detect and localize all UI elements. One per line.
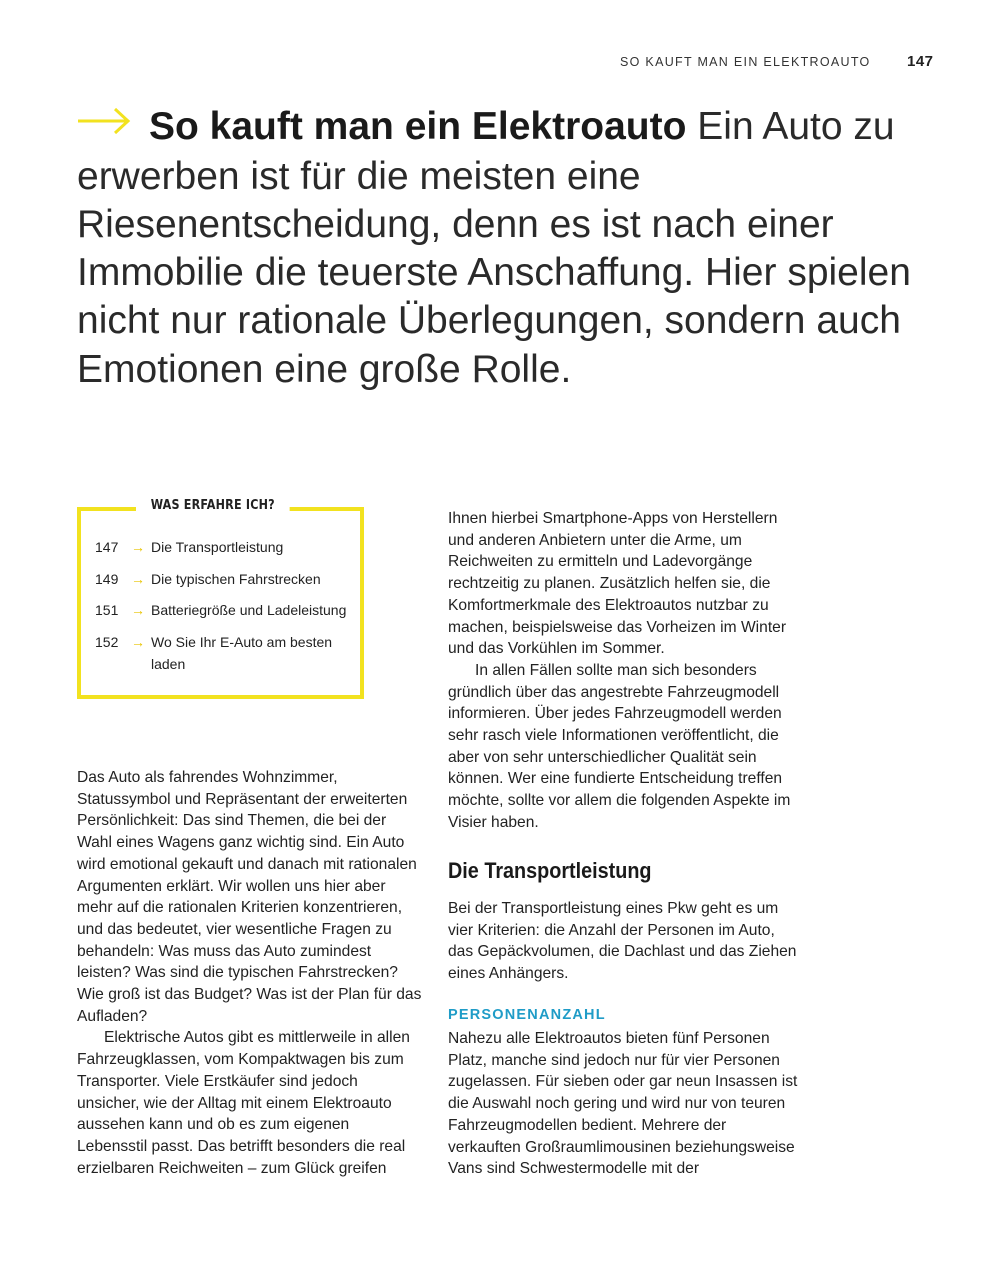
- toc-page: 147: [95, 539, 119, 555]
- lead-paragraph: [77, 103, 927, 394]
- lead-title: So kauft man ein Elektroauto: [149, 105, 687, 148]
- section-heading: Die Transportleistung: [448, 858, 652, 883]
- arrow-right-icon: →: [131, 539, 145, 555]
- toc-list: [95, 536, 350, 684]
- toc-label: Batteriegröße und Ladeleistung: [151, 602, 347, 618]
- body-paragraph: In allen Fällen sollte man sich besonders gründlich über das angestrebte Fahrzeugmodell informieren. Über jedes Fahrzeugmodell werden sehr rasch viele Informationen veröffentlicht, die aber von sehr unterschiedlicher Qualität sein können. Wer eine fundierte Entscheidung treffen möchte, sollte vor allem die folgenden Aspekte im Visier haben.: [448, 661, 791, 831]
- body-column-right-section: [448, 898, 798, 985]
- subheading: PERSONENANZAHL: [448, 1007, 606, 1023]
- body-paragraph: Ihnen hierbei Smartphone-Apps von Herstellern und anderen Anbietern unter die Arme, um Reichweiten zu ermitteln und Ladevorgänge rechtzeitig zu planen. Zusätzlich helfen sie, die Komfortmerkmale des Elektroautos nutzbar zu machen, beispielsweise das Vorheizen im Winter und das Vorkühlen im Sommer.: [448, 510, 787, 658]
- toc-page: 149: [95, 570, 119, 587]
- body-paragraph: Elektrische Autos gibt es mittlerweile in allen Fahrzeugklassen, vom Kompaktwagen bis zum Transporter. Viele Erstkäufer sind jedoch unsicher, wie der Alltag mit einem Elektroauto aussehen kann und ob es zum eigenen Lebensstil passt. Das betrifft besonders die real erzielbaren Reichweiten – zum Glück greifen: [77, 1029, 410, 1177]
- toc-item: [95, 599, 350, 621]
- page-number: 147: [907, 53, 934, 70]
- arrow-right-icon: →: [131, 633, 145, 650]
- info-box-title: WAS ERFAHRE ICH?: [136, 497, 290, 513]
- info-box: [77, 497, 364, 699]
- toc-label: Die Transportleistung: [151, 539, 284, 555]
- arrow-right-icon: [77, 100, 131, 148]
- toc-page: 152: [95, 633, 119, 650]
- toc-label: Die typischen Fahrstrecken: [151, 570, 321, 587]
- arrow-right-icon: →: [131, 602, 145, 618]
- toc-label: Wo Sie Ihr E-Auto am besten laden: [151, 633, 333, 672]
- toc-item: [95, 536, 350, 558]
- body-paragraph: Nahezu alle Elektroautos bieten fünf Personen Platz, manche sind jedoch nur für vier Personen zugelassen. Für sieben oder gar neun Insassen ist die Auswahl noch gering und wird nur von teuren Fahrzeugmodellen bedient. Mehrere der verkauften Großraumlimousinen beziehungsweise Vans sind Schwestermodelle mit der: [448, 1030, 798, 1178]
- toc-item: [95, 568, 350, 590]
- running-head: SO KAUFT MAN EIN ELEKTROAUTO: [620, 55, 871, 69]
- toc-page: 151: [95, 602, 119, 618]
- toc-item: [95, 631, 350, 675]
- arrow-right-icon: →: [131, 570, 145, 587]
- body-column-left: [77, 767, 422, 1179]
- body-column-right-subsection: [448, 1028, 798, 1180]
- body-column-right: [448, 508, 798, 834]
- body-paragraph: Das Auto als fahrendes Wohnzimmer, Statussymbol und Repräsentant der erweiterten Persönlichkeit: Das sind Themen, die bei der Wahl eines Wagens ganz wichtig sind. Ein Auto wird emotional gekauft und danach mit rationalen Argumenten erklärt. Wir wollen uns hier aber mehr auf die rationalen Kriterien konzentrieren, und das bedeutet, vier wesentliche Fragen zu behandeln: Was muss das Auto zumindest leisten? Was sind die typischen Fahrstrecken? Wie groß ist das Budget? Was ist der Plan für das Aufladen?: [77, 769, 422, 1025]
- body-paragraph: Bei der Transportleistung eines Pkw geht es um vier Kriterien: die Anzahl der Personen im Auto, das Gepäckvolumen, die Dachlast und das Ziehen eines Anhängers.: [448, 900, 797, 983]
- lead-text: Ein Auto zu erwerben ist für die meisten eine Riesenentscheidung, denn es ist nach einer Immobilie die teuerste Anschaffung. Hier spielen nicht nur rationale Überlegungen, sondern auch Emotionen eine große Rolle.: [77, 105, 911, 391]
